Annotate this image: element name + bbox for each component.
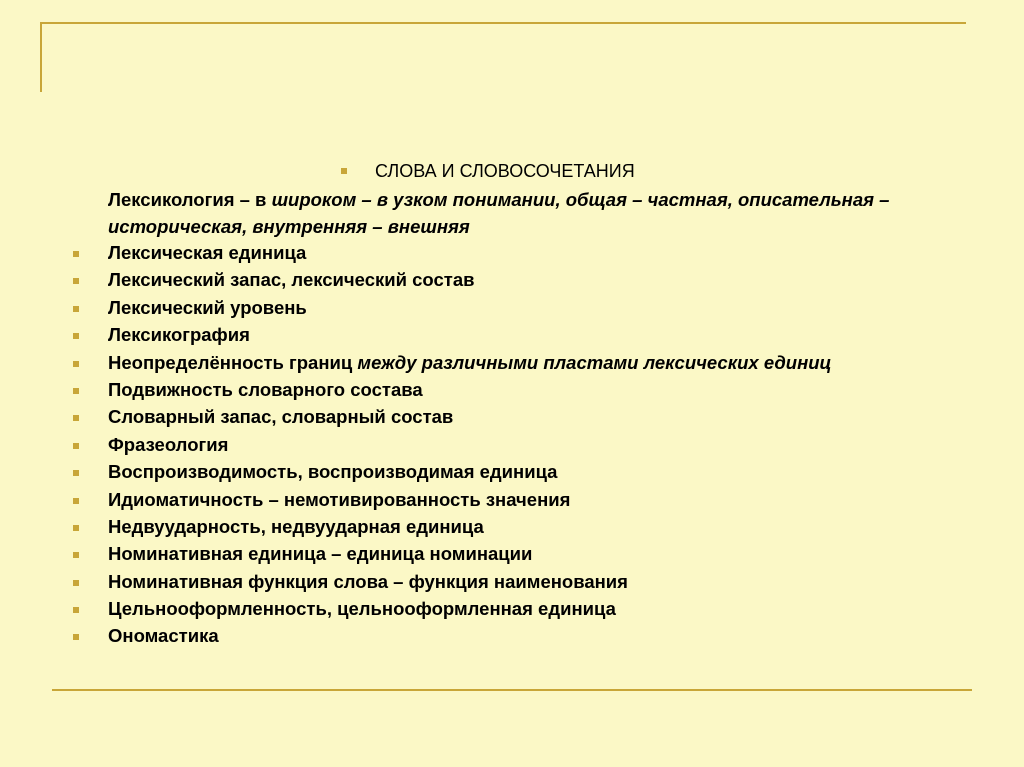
- list-item: [0, 325, 928, 345]
- list-item-text: Цельнооформленность, цельнооформленная единица: [108, 598, 616, 620]
- list-item: [0, 462, 928, 482]
- list-item: [0, 435, 928, 455]
- list-item: [0, 353, 928, 373]
- square-bullet-icon: [73, 415, 79, 421]
- list-item: [0, 572, 928, 592]
- list-item-text: Недвуударность, недвуударная единица: [108, 515, 484, 537]
- list-item-italic-text: между различными пластами лексических единиц: [357, 351, 832, 373]
- square-bullet-icon: [73, 552, 79, 558]
- list-item-text: Идиоматичность – немотивированность значения: [108, 488, 571, 510]
- list-item-text: Номинативная единица – единица номинации: [108, 543, 533, 565]
- left-rule: [40, 22, 42, 92]
- list-item: [0, 490, 928, 510]
- list-item-text: Номинативная функция слова – функция наименования: [108, 570, 628, 592]
- list-item-text: Ономастика: [108, 625, 219, 647]
- list-item: [0, 270, 928, 290]
- list-item-text: Воспроизводимость, воспроизводимая единица: [108, 461, 558, 483]
- list-item-text: Лексикография: [108, 324, 250, 346]
- list-item-text: Лексический уровень: [108, 296, 307, 318]
- square-bullet-icon: [73, 251, 79, 257]
- square-bullet-icon: [73, 361, 79, 367]
- list-item-text: Подвижность словарного состава: [108, 378, 423, 400]
- square-bullet-icon: [73, 278, 79, 284]
- slide-heading: СЛОВА И СЛОВОСОЧЕТАНИЯ: [375, 161, 635, 181]
- intro-part-2: широком – в узком понимании, общая – частная, описательная – историческая, внутренняя – внешняя: [108, 189, 890, 237]
- bottom-rule: [52, 689, 972, 691]
- square-bullet-icon: [73, 498, 79, 504]
- list-item: [0, 626, 928, 646]
- list-item: [0, 407, 928, 427]
- intro-text: [108, 186, 948, 240]
- list-item-text: Словарный запас, словарный состав: [108, 406, 454, 428]
- list-item: [0, 599, 928, 619]
- list-item-text: Фразеология: [108, 433, 229, 455]
- square-bullet-icon: [341, 168, 347, 174]
- square-bullet-icon: [73, 306, 79, 312]
- list-item-text: Лексический запас, лексический состав: [108, 269, 475, 291]
- list-item-text: Неопределённость границ: [108, 351, 358, 373]
- heading-row: [341, 161, 635, 181]
- top-rule: [40, 22, 966, 24]
- intro-part-1: Лексикология – в: [108, 189, 272, 210]
- term-list: [0, 243, 1024, 654]
- list-item-text: Лексическая единица: [108, 242, 307, 263]
- square-bullet-icon: [73, 525, 79, 531]
- square-bullet-icon: [73, 333, 79, 339]
- square-bullet-icon: [73, 388, 79, 394]
- list-item: [0, 243, 928, 263]
- list-item: [0, 380, 928, 400]
- square-bullet-icon: [73, 470, 79, 476]
- square-bullet-icon: [73, 634, 79, 640]
- square-bullet-icon: [73, 443, 79, 449]
- square-bullet-icon: [73, 580, 79, 586]
- square-bullet-icon: [73, 607, 79, 613]
- list-item: [0, 544, 928, 564]
- list-item: [0, 517, 928, 537]
- list-item: [0, 298, 928, 318]
